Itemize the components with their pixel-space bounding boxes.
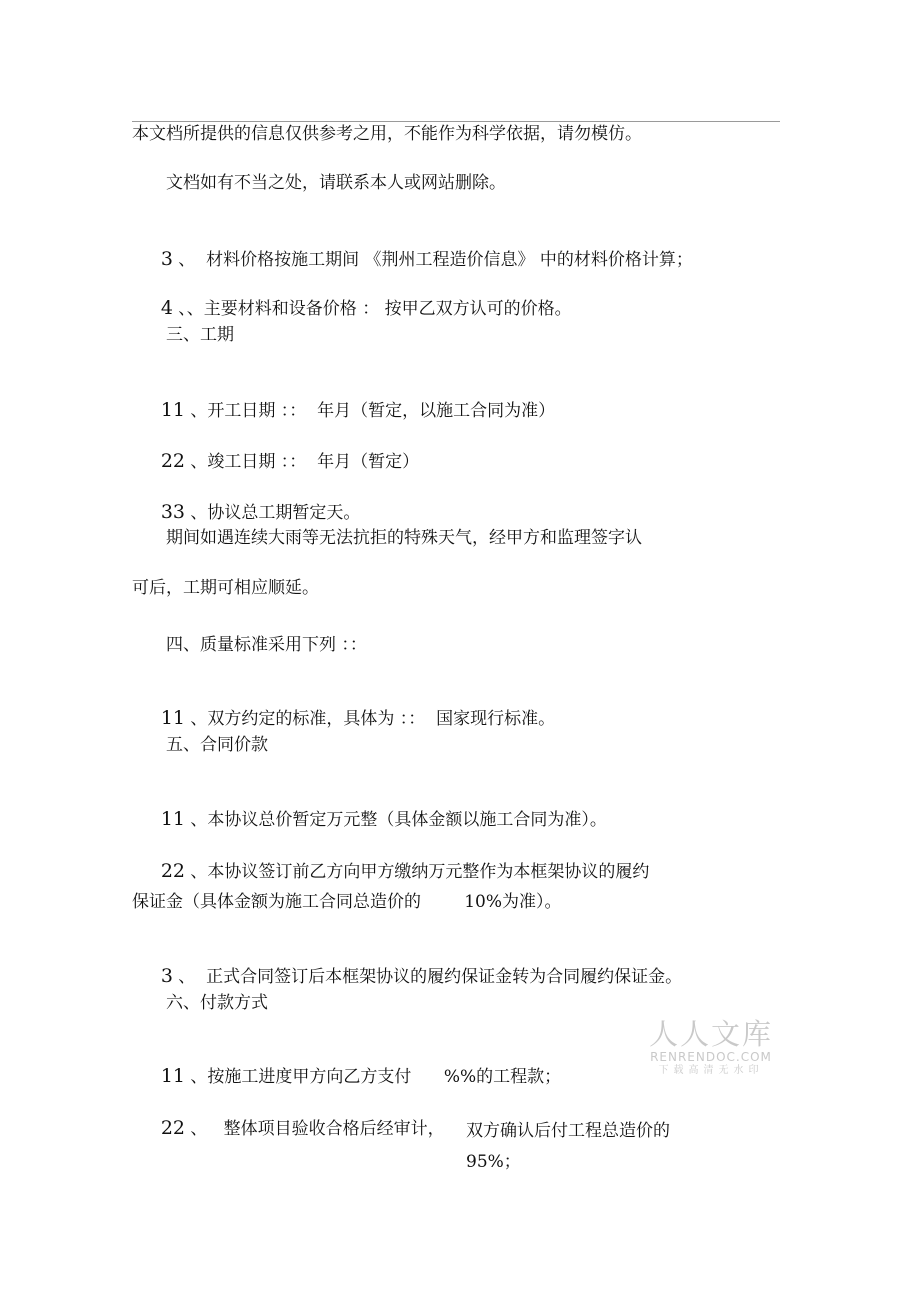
paragraph-line: 双方确认后付工程总造价的 (466, 1121, 670, 1141)
item-number: 11 (160, 808, 185, 830)
paragraph-line: 文档如有不当之处，请联系本人或网站删除。 (166, 173, 506, 193)
item-number: 22 (160, 860, 185, 882)
section-heading: 四、质量标准采用下列 ：： (166, 635, 367, 655)
list-item (150, 1095, 445, 1140)
item-text: 、 正式合同签订后本框架协议的履约保证金转为合同履约保证金。 (172, 967, 683, 987)
paragraph-line: 可后，工期可相应顺延。 (132, 578, 319, 598)
item-text: 、按施工进度甲方向乙方支付 %%的工程款； (185, 1067, 562, 1087)
item-text: 、本协议总价暂定万元整（具体金额以施工合同为准）。 (185, 810, 607, 830)
item-number: 3 (160, 248, 173, 270)
item-text: 、、主要材料和设备价格 ： 按甲乙双方认可的价格。 (172, 299, 572, 319)
item-number: 11 (160, 1065, 185, 1087)
section-heading: 五、合同价款 (166, 735, 268, 755)
paragraph-line: 期间如遇连续大雨等无法抗拒的特殊天气，经甲方和监理签字认 (166, 528, 642, 548)
watermark-slogan: 下载高清无水印 (658, 1065, 764, 1076)
watermark (646, 1018, 776, 1078)
list-item (150, 786, 607, 831)
list-item (150, 838, 649, 883)
list-item (150, 428, 419, 473)
list-item (150, 377, 555, 422)
list-item (150, 1043, 561, 1088)
item-text: 、 整体项目验收合格后经审计， (185, 1119, 445, 1139)
item-text: 、开工日期 ：： 年月（暂定，以施工合同为准） (185, 401, 556, 421)
paragraph-line: 保证金（具体金额为施工合同总造价的 10%为准）。 (132, 892, 562, 912)
section-heading: 六、付款方式 (166, 993, 268, 1013)
item-text: 、 材料价格按施工期间 《荆州工程造价信息》 中的材料价格计算； (172, 250, 693, 270)
list-item (150, 275, 572, 320)
list-item (150, 479, 360, 524)
item-number: 22 (160, 1117, 185, 1139)
watermark-url: RENRENDOC.COM (650, 1050, 772, 1064)
list-item (150, 685, 555, 730)
item-text: 、双方约定的标准，具体为 ：： 国家现行标准。 (185, 709, 556, 729)
item-number: 11 (160, 707, 185, 729)
section-heading: 三、工期 (166, 325, 234, 345)
watermark-logo: 人人文库 (648, 1017, 773, 1051)
header-rule (132, 121, 780, 122)
item-number: 3 (160, 965, 173, 987)
item-text: 、竣工日期 ：： 年月（暂定） (185, 452, 420, 472)
paragraph-line: 95%； (466, 1152, 521, 1172)
item-number: 4 (160, 297, 173, 319)
list-item (150, 226, 693, 271)
item-text: 、本协议签订前乙方向甲方缴纳万元整作为本框架协议的履约 (185, 862, 650, 882)
disclaimer-text: 本文档所提供的信息仅供参考之用，不能作为科学依据，请勿模仿。 (132, 124, 642, 144)
item-number: 33 (160, 501, 185, 523)
item-number: 11 (160, 399, 185, 421)
list-item (150, 943, 682, 988)
item-text: 、协议总工期暂定天。 (185, 503, 361, 523)
item-number: 22 (160, 450, 185, 472)
